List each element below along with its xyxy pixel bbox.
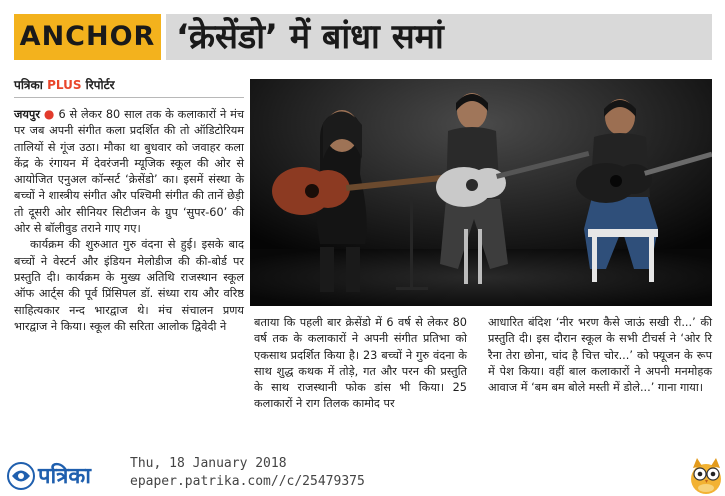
dateline-bullet-icon: ●	[43, 107, 55, 121]
byline-brand: पत्रिका	[14, 78, 43, 92]
edition-date: Thu, 18 January 2018	[130, 456, 287, 471]
concert-photo-illustration	[250, 79, 712, 306]
article-paragraph	[14, 106, 244, 237]
headline: ‘क्रेसेंडो’ में बांधा समां	[176, 17, 444, 57]
owl-mascot-icon	[688, 452, 725, 496]
concert-photo	[250, 79, 712, 306]
byline-plus: PLUS	[47, 78, 82, 92]
section-badge: ANCHOR	[14, 14, 161, 60]
patrika-logo-icon	[6, 461, 36, 491]
mic-stand	[410, 197, 413, 289]
headline-bar	[166, 14, 712, 60]
byline-reporter: रिपोर्टर	[85, 78, 115, 92]
epaper-footer	[0, 452, 725, 496]
article-paragraph: बताया कि पहली बार क्रेसेंडो में 6 वर्ष से लेकर 80 वर्ष तक के कलाकारों ने अपनी संगीत प्रतिभा को एकसाथ प्रदर्शित किया है। 23 बच्चों ने गुरु वंदना के साथ शुद्ध कथक में तोड़े, गत और परन की प्रस्तुति के साथ राजस्थानी फोक डांस भी किया। 25 कलाकारों ने राग तिलक कामोद पर	[254, 316, 467, 411]
patrika-logo-text: पत्रिका	[38, 464, 91, 489]
paragraph-text: 6 से लेकर 80 साल तक के कलाकारों ने मंच पर जब अपनी संगीत कला प्रदर्शित की तो ऑडिटोरियम तालियों से गूंज उठा। मौका था बुधवार को जवाहर कला केंद्र के रंगायन में देवरंजनी म्यूजिक स्कूल की ओर से आयोजित एनुअल कॉन्सर्ट ‘क्रेसेंडो’ का। इसमें संस्था के बच्चों ने शास्त्रीय संगीत और पश्चिमी संगीत की तानें छेड़ी तो दूसरी ओर सीनियर सिटीजन के ग्रुप ‘सुपर-60’ की ओर से बॉलीवुड तराने गाए गए।	[14, 108, 245, 236]
article-header	[0, 0, 725, 76]
epaper-url[interactable]: epaper.patrika.com//c/25479375	[130, 474, 365, 489]
article-column-2	[254, 315, 467, 413]
article-column-1	[14, 106, 244, 335]
article-paragraph: आधारित बंदिश ‘नीर भरण कैसे जाऊं सखी री...’ की प्रस्तुति दी। इस दौरान स्कूल के सभी टीचर्स ने ‘ओर रि रैना तेरा छोना, चांद है चित्त चोर...’ को फ्यूजन के रूप में पेश किया। वहीं बाल कलाकारों ने अपनी मनमोहक आवाज में ‘बम बम बोले मस्ती में डोले...’ गाना गाया।	[488, 316, 712, 395]
dateline-place: जयपुर	[14, 108, 40, 121]
byline-divider	[14, 97, 244, 98]
byline	[14, 76, 244, 94]
article-column-3	[488, 315, 712, 396]
article-paragraph: कार्यक्रम की शुरुआत गुरु वंदना से हुई। इसके बाद बच्चों ने वेस्टर्न और इंडियन मेलोडीज की की-बोर्ड पर प्रस्तुति दी। कार्यक्रम के मुख्य अतिथि राजस्थान स्कूल ऑफ आर्ट्स की पूर्व प्रिंसिपल डॉ. संध्या राय और वरिष्ठ साहित्यकार नन्द भारद्वाज थे। मंच संचालन प्रणय भारद्वाज ने किया। स्कूल की सरिता आलोक द्विवेदी ने	[14, 238, 244, 333]
